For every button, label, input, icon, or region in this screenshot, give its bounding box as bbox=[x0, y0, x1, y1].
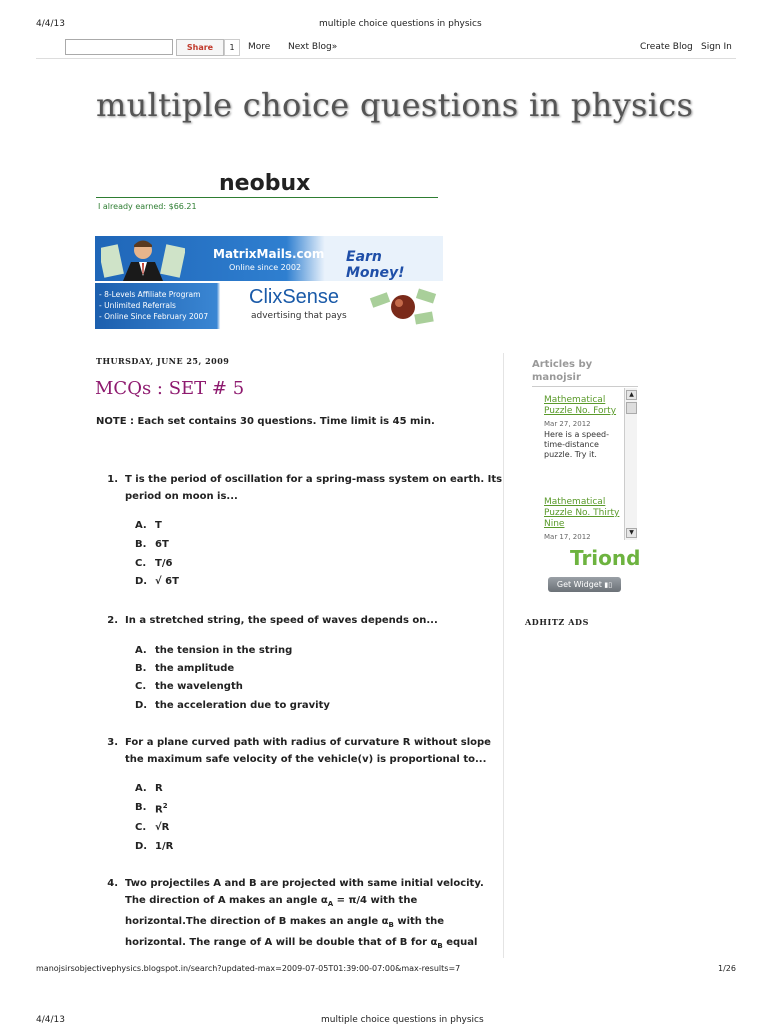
question-fragment: = π/4 with the bbox=[333, 895, 418, 906]
option-letter: D. bbox=[135, 576, 148, 587]
question-line: T is the period of oscillation for a spring-mass system on earth. Its bbox=[125, 474, 503, 485]
option-text: √ 6T bbox=[155, 576, 179, 587]
share-button[interactable]: Share bbox=[176, 39, 224, 56]
subscript: B bbox=[437, 942, 443, 950]
articles-heading: Articles by manojsir bbox=[532, 359, 593, 383]
post-title[interactable]: MCQs : SET # 5 bbox=[95, 378, 245, 399]
option-base: R bbox=[155, 804, 163, 816]
sidebar-divider bbox=[503, 353, 504, 958]
question-line bbox=[125, 934, 484, 955]
get-widget-button[interactable] bbox=[548, 577, 621, 592]
matrixmails-cta: Earn Money! bbox=[346, 249, 405, 281]
businessman-image bbox=[101, 236, 185, 281]
question-fragment: horizontal. The range of A will be double that of B for α bbox=[125, 937, 438, 948]
option-letter: C. bbox=[135, 822, 147, 833]
more-link[interactable]: More bbox=[248, 42, 271, 52]
question-text bbox=[125, 612, 438, 629]
question-text bbox=[125, 875, 484, 955]
option-letter: B. bbox=[135, 663, 147, 674]
clixsense-bullet: - Online Since February 2007 bbox=[99, 312, 209, 321]
option-text: 6T bbox=[155, 539, 169, 550]
option-letter: D. bbox=[135, 700, 148, 711]
option-letter: B. bbox=[135, 539, 147, 550]
print-header-date: 4/4/13 bbox=[36, 19, 65, 29]
widget-scrollbar[interactable] bbox=[624, 388, 637, 540]
post-date: THURSDAY, JUNE 25, 2009 bbox=[96, 356, 230, 366]
option-letter: C. bbox=[135, 558, 147, 569]
question-number: 2. bbox=[107, 615, 118, 626]
clixsense-bullet: - Unlimited Referrals bbox=[99, 301, 176, 310]
next-blog-link[interactable]: Next Blog» bbox=[288, 42, 338, 52]
option-text: the amplitude bbox=[155, 663, 235, 674]
neobux-divider bbox=[96, 197, 438, 198]
question-fragment: horizontal.The direction of B makes an angle α bbox=[125, 916, 389, 927]
question-fragment: The direction of A makes an angle α bbox=[125, 895, 328, 906]
question-text bbox=[125, 471, 502, 505]
matrixmails-name: MatrixMails.com bbox=[213, 247, 325, 261]
subscript: B bbox=[388, 921, 394, 929]
option-text: the tension in the string bbox=[155, 645, 293, 656]
question-text bbox=[125, 734, 491, 768]
sign-in-link[interactable]: Sign In bbox=[701, 42, 732, 52]
question-line bbox=[125, 913, 484, 934]
question-line: period on moon is... bbox=[125, 491, 238, 502]
question-line: the maximum safe velocity of the vehicle(v) is proportional to... bbox=[125, 754, 487, 765]
question-line: In a stretched string, the speed of waves depends on... bbox=[125, 615, 438, 626]
matrixmails-banner[interactable] bbox=[95, 236, 443, 281]
share-count: 1 bbox=[224, 39, 240, 56]
matrixmails-tagline: Online since 2002 bbox=[229, 263, 302, 272]
option-letter: B. bbox=[135, 802, 147, 813]
option-text: the wavelength bbox=[155, 681, 243, 692]
clixsense-tagline: advertising that pays bbox=[251, 311, 347, 321]
option-letter: A. bbox=[135, 783, 147, 794]
question-fragment: equal bbox=[442, 937, 478, 948]
clixsense-banner[interactable] bbox=[95, 283, 443, 329]
blog-title[interactable]: multiple choice questions in physics bbox=[96, 86, 694, 124]
option-text: T/6 bbox=[155, 558, 173, 569]
question-number: 3. bbox=[107, 737, 118, 748]
article-date: Mar 27, 2012 bbox=[544, 420, 591, 428]
option-superscript: 2 bbox=[162, 802, 168, 810]
search-input[interactable] bbox=[65, 39, 173, 55]
print-footer-date: 4/4/13 bbox=[36, 1015, 65, 1025]
question-line: For a plane curved path with radius of curvature R without slope bbox=[125, 737, 491, 748]
print-footer-title: multiple choice questions in physics bbox=[321, 1015, 484, 1025]
post-note: NOTE : Each set contains 30 questions. Time limit is 45 min. bbox=[96, 416, 435, 427]
option-text: T bbox=[155, 520, 162, 531]
option-letter: A. bbox=[135, 645, 147, 656]
question-number: 4. bbox=[107, 878, 118, 889]
question-number: 1. bbox=[107, 474, 118, 485]
neobux-logo-text: neobux bbox=[219, 171, 311, 196]
create-blog-link[interactable]: Create Blog bbox=[640, 42, 693, 52]
question-line bbox=[125, 892, 484, 913]
print-footer-url: manojsirsobjectivephysics.blogspot.in/search?updated-max=2009-07-05T01:39:00-07:00&max-results=7 bbox=[36, 964, 461, 973]
option-letter: A. bbox=[135, 520, 147, 531]
option-text: 1/R bbox=[155, 841, 174, 852]
question-line: Two projectiles A and B are projected with same initial velocity. bbox=[125, 878, 484, 889]
article-item bbox=[544, 395, 626, 460]
get-widget-label: Get Widget bbox=[556, 580, 602, 589]
scroll-up-icon[interactable]: ▲ bbox=[626, 390, 637, 400]
print-header-title: multiple choice questions in physics bbox=[319, 19, 482, 29]
neobux-earned-text: I already earned: $66.21 bbox=[98, 202, 197, 211]
option-letter: C. bbox=[135, 681, 147, 692]
neobux-ad[interactable] bbox=[219, 171, 310, 196]
article-link[interactable]: Mathematical Puzzle No. Forty bbox=[544, 395, 617, 416]
option-text: √R bbox=[155, 822, 170, 833]
article-item bbox=[544, 497, 626, 541]
adhitz-heading: ADHITZ ADS bbox=[525, 617, 589, 627]
scroll-thumb[interactable] bbox=[626, 402, 637, 414]
clixsense-bullet: - 8-Levels Affiliate Program bbox=[99, 290, 201, 299]
money-globe-image bbox=[365, 285, 441, 327]
triond-logo[interactable]: Triond bbox=[570, 546, 641, 570]
subscript: A bbox=[327, 900, 334, 908]
article-desc: Here is a speed-time-distance puzzle. Try it. bbox=[544, 430, 609, 459]
articles-widget bbox=[532, 386, 638, 543]
question-fragment: with the bbox=[393, 916, 445, 927]
article-link[interactable]: Mathematical Puzzle No. Thirty Nine bbox=[544, 497, 620, 529]
print-footer-page: 1/26 bbox=[718, 964, 736, 973]
option-letter: D. bbox=[135, 841, 148, 852]
clixsense-logo: ClixSense bbox=[249, 286, 340, 308]
option-text: R bbox=[155, 783, 163, 794]
scroll-down-icon[interactable]: ▼ bbox=[626, 528, 637, 538]
article-date: Mar 17, 2012 bbox=[544, 533, 591, 541]
option-text bbox=[155, 802, 168, 815]
option-text: the acceleration due to gravity bbox=[155, 700, 330, 711]
widget-icon: ▮▯ bbox=[604, 581, 613, 589]
